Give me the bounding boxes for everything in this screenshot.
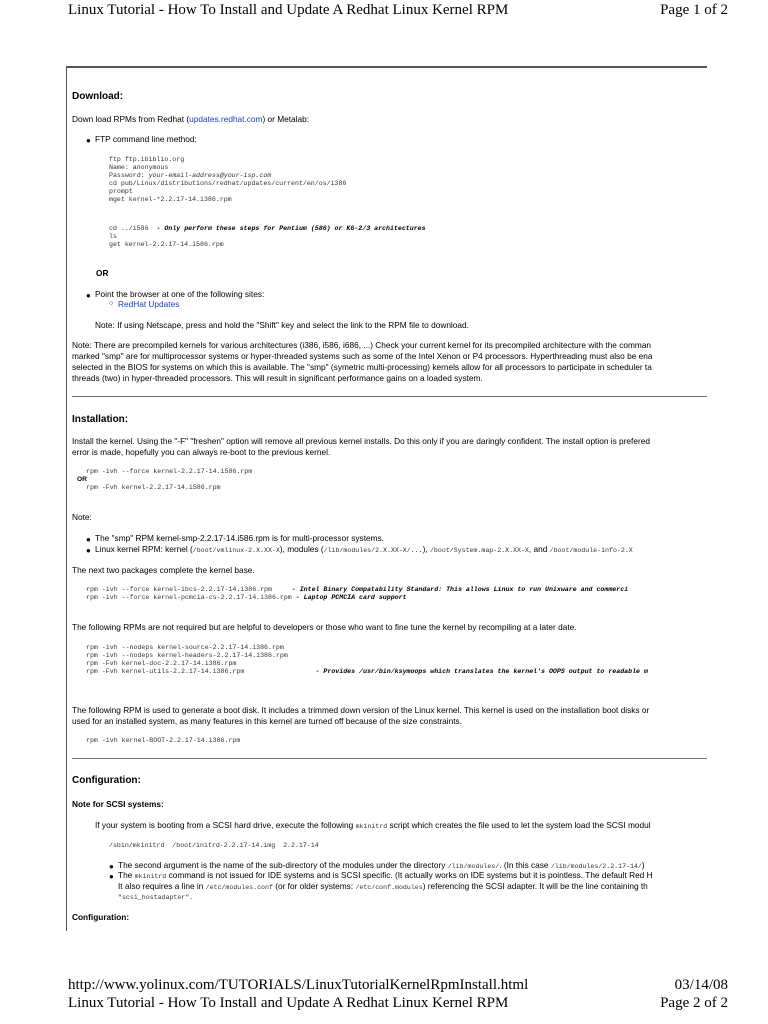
mkinitrd-ide-bullet: The mkinitrd command is not issued for IDE systems and is SCSI specific. (It actually works on IDE systems but it is pointless. The default Red H xyxy=(118,870,653,880)
redhat-updates-site-link[interactable]: RedHat Updates xyxy=(118,299,180,309)
download-intro: Down load RPMs from Redhat (updates.redhat.com) or Metalab: xyxy=(72,114,310,124)
section-divider xyxy=(72,396,707,397)
bullet-icon: ● xyxy=(86,291,91,300)
install-command: rpm -ivh --force kernel-2.2.17-14.i586.rpm xyxy=(86,468,253,475)
precompiled-note-line-1: Note: There are precompiled kernels for various architectures (i386, i586, i686, ...) Check your current kernel for its precompiled architecture with the comman xyxy=(72,340,652,350)
precompiled-note-line-3: selected in the BIOS for systems on which this is available. The "smp" (symetric multi-processing) kernels allow for all processors to participate in scheduler ta xyxy=(72,362,652,372)
circle-bullet-icon: ○ xyxy=(109,300,114,307)
scsi-intro: If your system is booting from a SCSI hard drive, execute the following mkinitrd script which creates the file used to let the system load the SCSI modul xyxy=(95,820,651,830)
configuration-heading: Configuration: xyxy=(72,775,141,786)
header-title: Linux Tutorial - How To Install and Update A Redhat Linux Kernel RPM xyxy=(68,2,509,18)
footer-date: 03/14/08 xyxy=(674,977,728,993)
content-frame xyxy=(66,66,707,931)
redhat-updates-link[interactable]: updates.redhat.com xyxy=(189,114,263,124)
boot-command: rpm -ivh kernel-BOOT-2.2.17-14.i386.rpm xyxy=(86,737,241,744)
install-intro-line-2: error is made, hopefully you can always re-boot to the previous kernel. xyxy=(72,447,331,457)
developer-commands: rpm -ivh --nodeps kernel-source-2.2.17-14.i386.rpm rpm -ivh --nodeps kernel-headers-2.2.17-14.i386.rpm rpm -Fvh kernel-doc-2.2.17-14.i386.rpm rpm -Fvh kernel-utils-2.2.17-14.i386.rpm - Provides /usr/bin/ksymoops which translates the kernel's OOPS output to readable m xyxy=(86,644,648,675)
footer-title: Linux Tutorial - How To Install and Update A Redhat Linux Kernel RPM xyxy=(68,995,509,1011)
configuration-subheading: Configuration: xyxy=(72,912,130,922)
bullet-icon: ● xyxy=(86,535,91,544)
precompiled-note-line-2: marked "smp" are for multiprocessor systems or hyper-threaded systems such as some of the Intel Xenon or P4 processors. Hyperthreading must also be ena xyxy=(72,351,653,361)
install-intro-line-1: Install the kernel. Using the "-F" "freshen" option will remove all previous kernel installs. Do this only if you are daringly confident. The install option is prefered xyxy=(72,436,650,446)
smp-bullet: The "smp" RPM kernel-smp-2.2.17-14.i586.rpm is for multi-processor systems. xyxy=(95,533,384,543)
scsi-hostadapter-text: "scsi_hostadapter". xyxy=(118,894,194,901)
mkinitrd-command: /sbin/mkinitrd /boot/initrd-2.2.17-14.img 2.2.17-14 xyxy=(109,842,319,849)
second-argument-bullet: The second argument is the name of the sub-directory of the modules under the directory /lib/modules/. (In this case /lib/modules/2.2.17-14/) xyxy=(118,860,645,870)
install-note-label: Note: xyxy=(72,512,92,522)
header-page-number: Page 1 of 2 xyxy=(660,2,728,18)
next-two-packages: The next two packages complete the kernel base. xyxy=(72,565,255,575)
boot-rpm-line-2: used for an installed system, as many features in this kernel are turned off because of the size constraints. xyxy=(72,716,463,726)
developer-rpms-note: The following RPMs are not required but are helpful to developers or those who want to fine tune the kernel by recompiling at a later date. xyxy=(72,622,577,632)
ibcs-pcmcia-commands: rpm -ivh --force kernel-ibcs-2.2.17-14.i386.rpm - Intel Binary Compatability Standard: This allows Linux to run Unixware and commerci rpm -ivh --force kernel-pcmcia-cs-2.2.17-14.i386.rpm - Laptop PCMCIA card support xyxy=(86,586,629,601)
ftp-commands: ftp ftp.ibiblio.org Name: anonymous Password: your-email-address@your-isp.com cd pub/Linux/distributions/redhat/updates/current/en/os/i386 prompt mget kernel-*2.2.17-14.i386.rpm xyxy=(109,156,347,203)
kernel-rpm-bullet: Linux kernel RPM: kernel (/boot/vmlinux-2.X.XX-X), modules (/lib/modules/2.X.XX-X/...), /boot/System.map-2.X.XX-X, and /boot/module-info-2.X xyxy=(95,544,633,554)
bullet-icon: ● xyxy=(86,136,91,145)
scsi-note-heading: Note for SCSI systems: xyxy=(72,799,164,809)
section-divider xyxy=(72,758,707,759)
download-heading: Download: xyxy=(72,91,124,102)
precompiled-note-line-4: threads (two) in hyper-threaded processors. This will result in significant performance gains on a loaded system. xyxy=(72,373,483,383)
bullet-icon: ● xyxy=(109,872,114,881)
browser-method-label: Point the browser at one of the following sites: xyxy=(95,289,265,299)
install-or-label: OR xyxy=(77,476,87,483)
installation-heading: Installation: xyxy=(72,414,129,425)
modules-conf-line: It also requires a line in /etc/modules.conf (or for older systems: /etc/conf.modules) referencing the SCSI adapter. It will be the line containing th xyxy=(118,881,648,891)
footer-page-number: Page 2 of 2 xyxy=(660,995,728,1011)
bullet-icon: ● xyxy=(86,546,91,555)
ftp-method-label: FTP command line method: xyxy=(95,134,197,144)
boot-rpm-line-1: The following RPM is used to generate a boot disk. It includes a trimmed down version of the Linux kernel. This kernel is used on the installation boot disks or xyxy=(72,705,650,715)
footer-url: http://www.yolinux.com/TUTORIALS/LinuxTutorialKernelRpmInstall.html xyxy=(68,977,529,993)
i586-commands: cd ../i586 - Only perform these steps for Pentium (586) or K6-2/3 architectures ls get kernel-2.2.17-14.i586.rpm xyxy=(109,225,426,248)
netscape-note: Note: If using Netscape, press and hold the "Shift" key and select the link to the RPM file to download. xyxy=(95,320,469,330)
or-label: OR xyxy=(96,268,109,278)
freshen-command: rpm -Fvh kernel-2.2.17-14.i586.rpm xyxy=(86,484,221,491)
bullet-icon: ● xyxy=(109,862,114,871)
